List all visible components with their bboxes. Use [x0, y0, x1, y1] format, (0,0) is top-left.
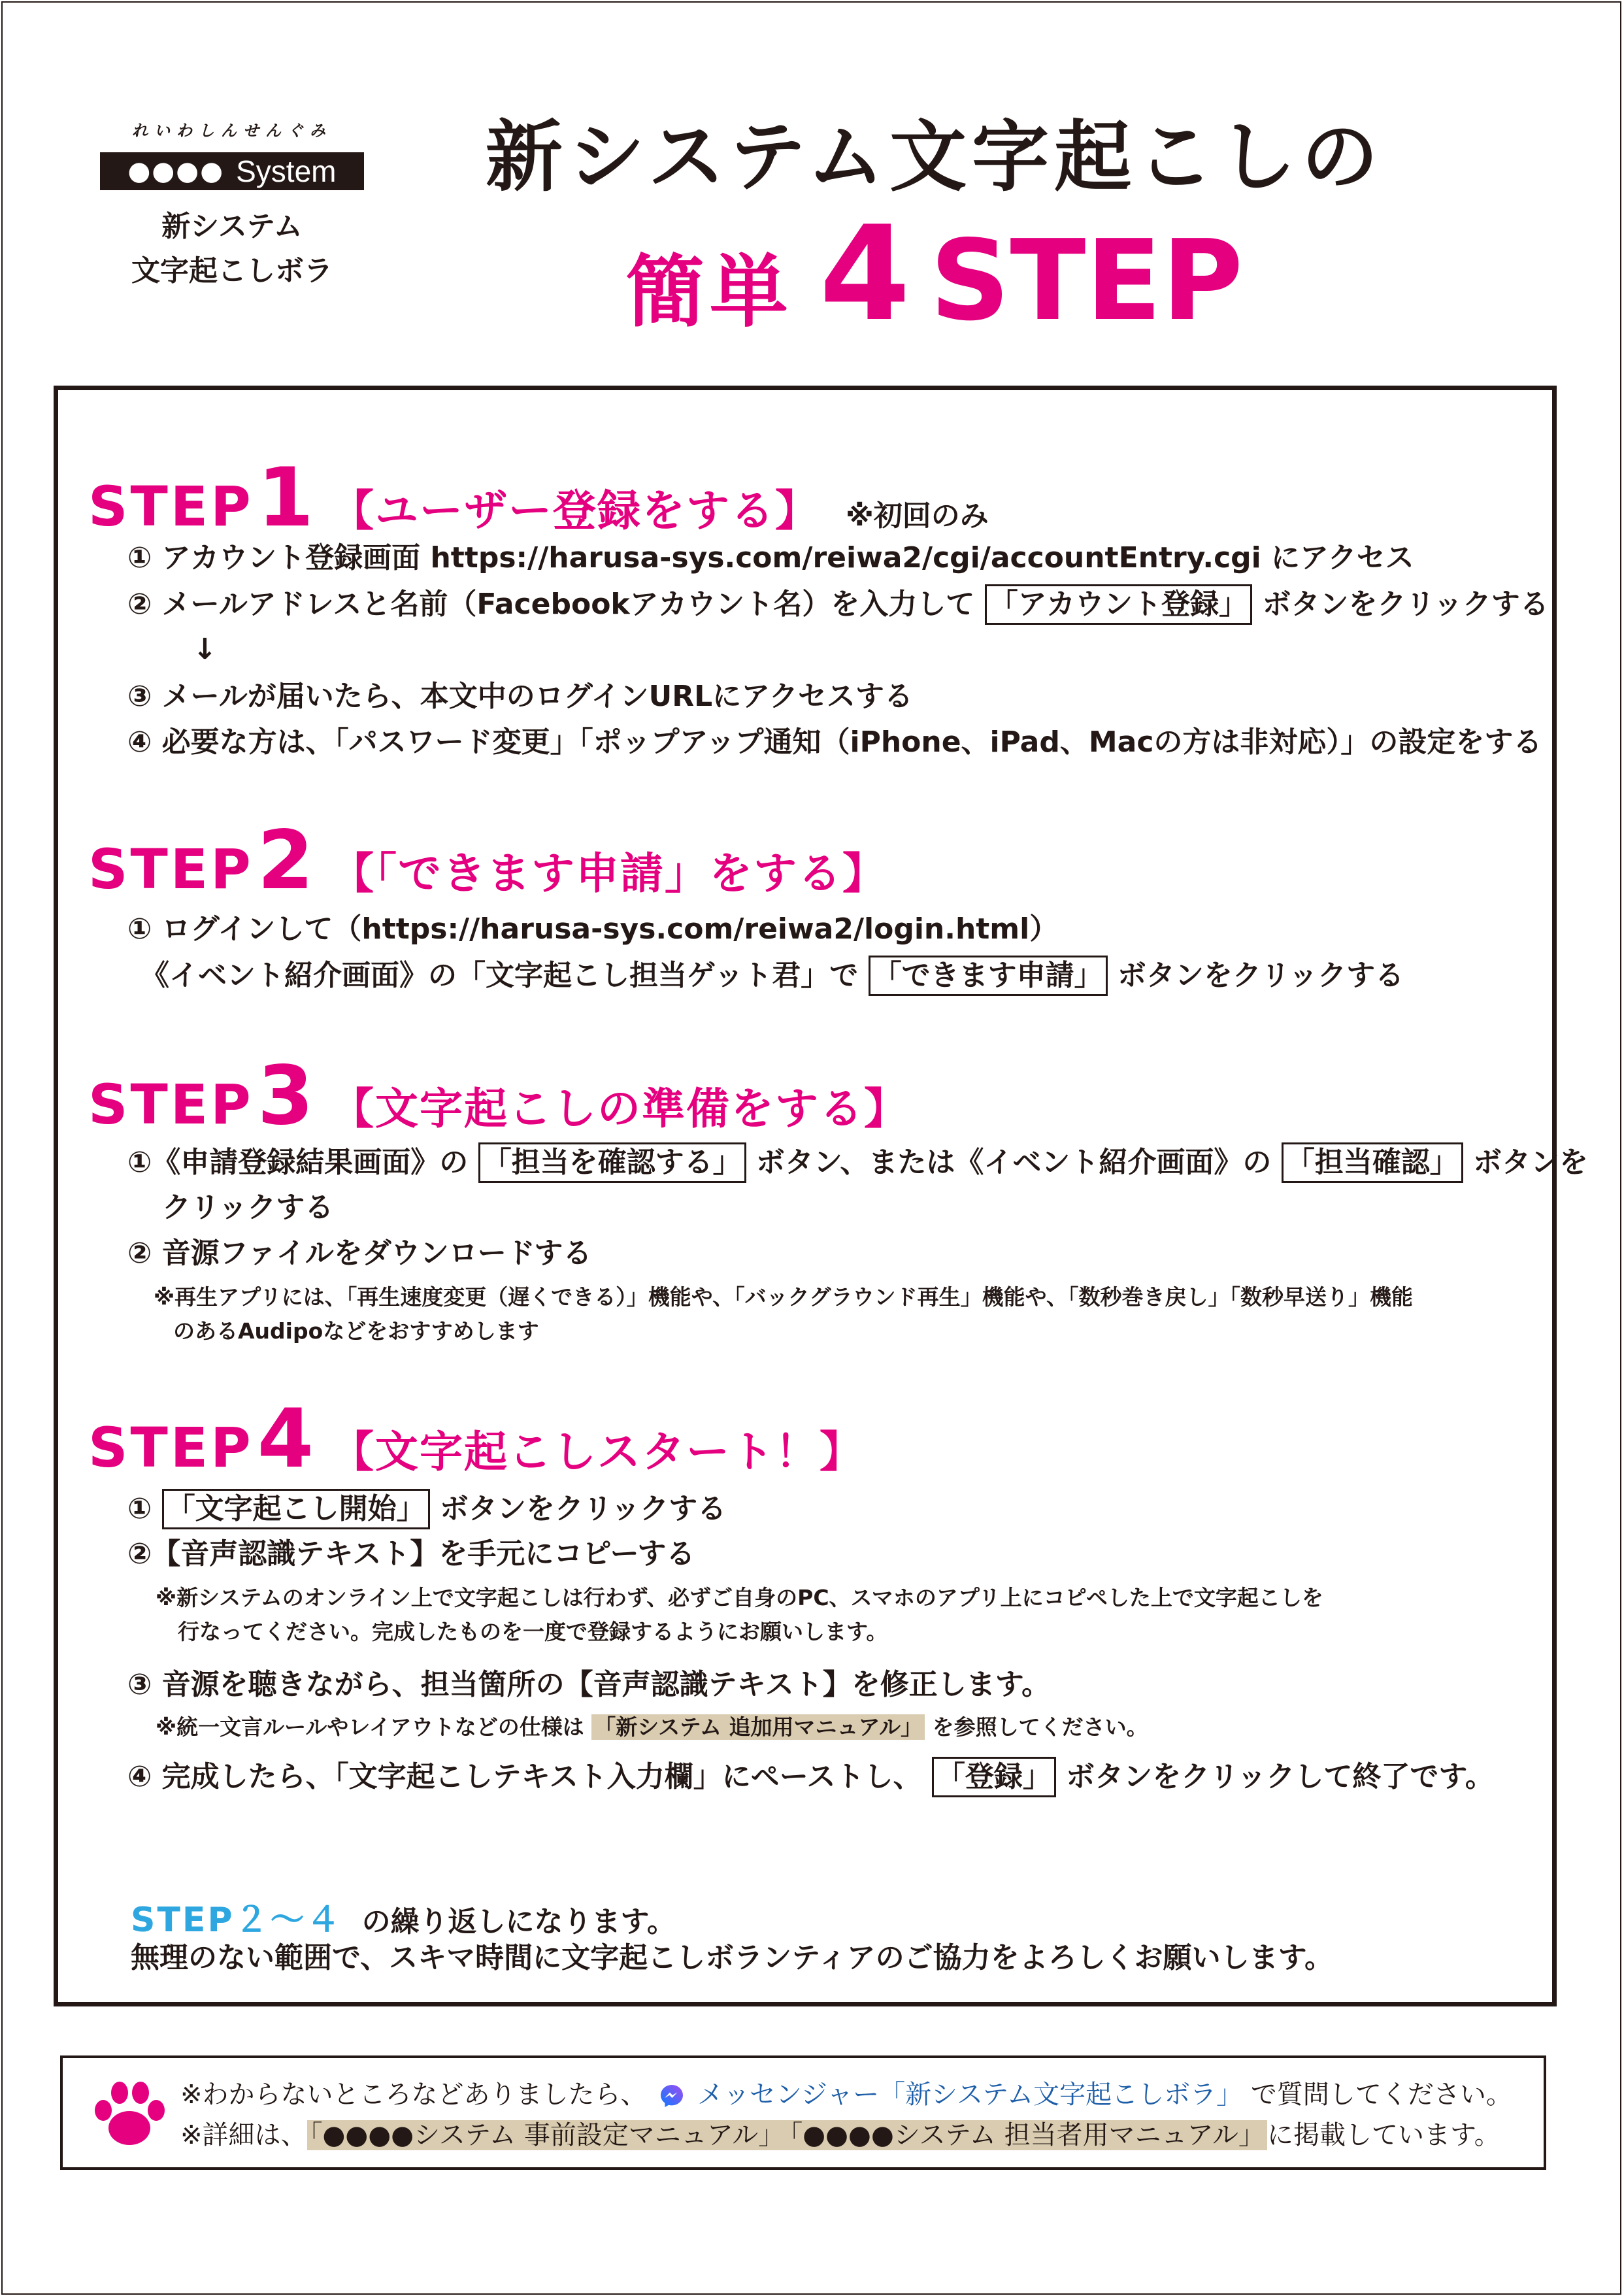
- text: ※わからないところなどありましたら、: [180, 2080, 647, 2110]
- step-number: 1: [257, 451, 314, 545]
- text: に掲載しています。: [1267, 2120, 1500, 2150]
- logo: [98, 118, 366, 293]
- text: ①《申請登録結果画面》の: [127, 1146, 469, 1179]
- step-1-line-4: ④ 必要な方は、「パスワード変更」「ポップアップ通知（iPhone、iPad、Macの方は非対応）」の設定をする: [127, 725, 1542, 759]
- text: ※統一文言ルールやレイアウトなどの仕様は: [156, 1714, 584, 1740]
- text: ボタンをクリックして終了です。: [1066, 1760, 1494, 1793]
- account-register-button-label: 「アカウント登録」: [985, 584, 1253, 625]
- step-title: 【「できます申請」をする】: [331, 848, 887, 899]
- messenger-link[interactable]: メッセンジャー「新システム文字起こしボラ」: [697, 2080, 1243, 2110]
- text: ※詳細は、: [180, 2120, 307, 2150]
- step-4-line-4: [127, 1757, 1494, 1797]
- text: で質問してください。: [1250, 2080, 1512, 2110]
- step-3-line-1-cont: クリックする: [162, 1191, 334, 1224]
- text: 《イベント紹介画面》の「文字起こし担当ゲット君」で: [141, 959, 859, 992]
- step-1-line-1: ① アカウント登録画面 https://harusa-sys.com/reiwa2/cgi/accountEntry.cgi にアクセス: [127, 541, 1414, 574]
- text: ④ 完成したら、「文字起こしテキスト入力欄」にペーストし、: [127, 1760, 922, 1793]
- text: を参照してください。: [932, 1714, 1148, 1740]
- step-note: ※初回のみ: [846, 499, 989, 533]
- confirm-assignment-button-label: 「担当を確認する」: [478, 1142, 746, 1183]
- step-word: STEP: [88, 1416, 254, 1480]
- step-3-note-2: のあるAudipoなどをおすすめします: [173, 1318, 539, 1344]
- help-line-1: [180, 2076, 1512, 2113]
- step-3-line-1: [127, 1142, 1588, 1183]
- text: ボタン、または《イベント紹介画面》の: [755, 1146, 1272, 1179]
- paw-icon: [90, 2074, 169, 2153]
- text: ② メールアドレスと名前（Facebookアカウント名）を入力して: [127, 588, 975, 621]
- logo-caption-line-2: 文字起こしボラ: [131, 254, 333, 288]
- step-3-note-1: ※再生アプリには、「再生速度変更（遅くできる）」機能や、「バックグラウンド再生」機能や、「数秒巻き戻し」「数秒早送り」機能: [154, 1284, 1413, 1310]
- subtitle-number: 4: [819, 198, 911, 350]
- step-word: STEP: [88, 837, 254, 901]
- subtitle-step: STEP: [930, 216, 1244, 346]
- page-title: 新システム文字起こしの: [485, 112, 1384, 202]
- step-4-line-2: ②【音声認識テキスト】を手元にコピーする: [127, 1537, 695, 1571]
- step-number: 3: [257, 1049, 314, 1143]
- text: ボタンをクリックする: [1117, 959, 1404, 992]
- step-4-line-1: [127, 1489, 726, 1529]
- step-word: STEP: [88, 1073, 254, 1137]
- register-button-label: 「登録」: [932, 1757, 1056, 1797]
- step-1-line-3: ③ メールが届いたら、本文中のログインURLにアクセスする: [127, 680, 913, 713]
- step-word: STEP: [88, 474, 254, 539]
- closing-message: 無理のない範囲で、スキマ時間に文字起こしボランティアのご協力をよろしくお願いします。: [131, 1941, 1334, 1974]
- manual-highlight: 「新システム 追加用マニュアル」: [591, 1714, 925, 1740]
- logo-caption-line-1: 新システム: [161, 210, 303, 243]
- assignment-check-button-label: 「担当確認」: [1282, 1142, 1463, 1183]
- down-arrow-icon: ↓: [193, 633, 217, 666]
- step-title: 【文字起こしスタート！】: [331, 1427, 865, 1477]
- repeat-steps-label: STEP２〜４: [131, 1901, 342, 1940]
- help-line-2: [180, 2117, 1500, 2154]
- repeat-steps-text: の繰り返しになります。: [361, 1905, 676, 1938]
- messenger-icon: [659, 2083, 685, 2109]
- step-2-heading: [88, 814, 887, 908]
- text: ①: [127, 1492, 152, 1525]
- subtitle-kanji: 簡単: [625, 247, 793, 338]
- logo-system: System: [236, 154, 337, 188]
- logo-plate: [100, 152, 364, 190]
- page-subtitle: [418, 198, 1451, 381]
- text: ボタンをクリックする: [439, 1492, 727, 1525]
- step-number: 2: [257, 814, 314, 908]
- step-4-note-2: 行なってください。完成したものを一度で登録するようにお願いします。: [178, 1619, 888, 1644]
- step-3-heading: [88, 1049, 908, 1143]
- step-1-line-2: [127, 584, 1549, 625]
- step-2-line-2: [141, 956, 1404, 996]
- step-title: 【文字起こしの準備をする】: [331, 1084, 909, 1134]
- logo-kana: れいわしんせんぐみ: [132, 122, 332, 140]
- help-box: [60, 2055, 1546, 2170]
- repeat-steps-line: [131, 1892, 676, 1941]
- step-4-heading: [88, 1392, 864, 1486]
- step-1-heading: [88, 451, 989, 545]
- start-transcription-button-label: 「文字起こし開始」: [162, 1489, 430, 1529]
- text: ボタンを: [1473, 1146, 1589, 1179]
- step-4-note-3: [156, 1711, 1148, 1744]
- logo-caption: [98, 205, 366, 293]
- can-do-request-button-label: 「できます申請」: [869, 956, 1108, 996]
- step-title: 【ユーザー登録をする】: [331, 486, 820, 536]
- step-2-line-1: ① ログインして（https://harusa-sys.com/reiwa2/login.html）: [127, 912, 1059, 946]
- text: ボタンをクリックする: [1262, 588, 1549, 621]
- step-number: 4: [257, 1392, 314, 1486]
- logo-dots: ●●●●: [127, 156, 225, 186]
- pre-setup-manual-highlight: 「●●●●システム 事前設定マニュアル」: [307, 2120, 787, 2150]
- step-4-note-1: ※新システムのオンライン上で文字起こしは行わず、必ずご自身のPC、スマホのアプリ上にコピペした上で文字起こしを: [156, 1585, 1323, 1610]
- step-3-line-2: ② 音源ファイルをダウンロードする: [127, 1237, 592, 1270]
- step-4-line-3: ③ 音源を聴きながら、担当箇所の【音声認識テキスト】を修正します。: [127, 1668, 1051, 1701]
- assignee-manual-highlight: 「●●●●システム 担当者用マニュアル」: [787, 2120, 1267, 2150]
